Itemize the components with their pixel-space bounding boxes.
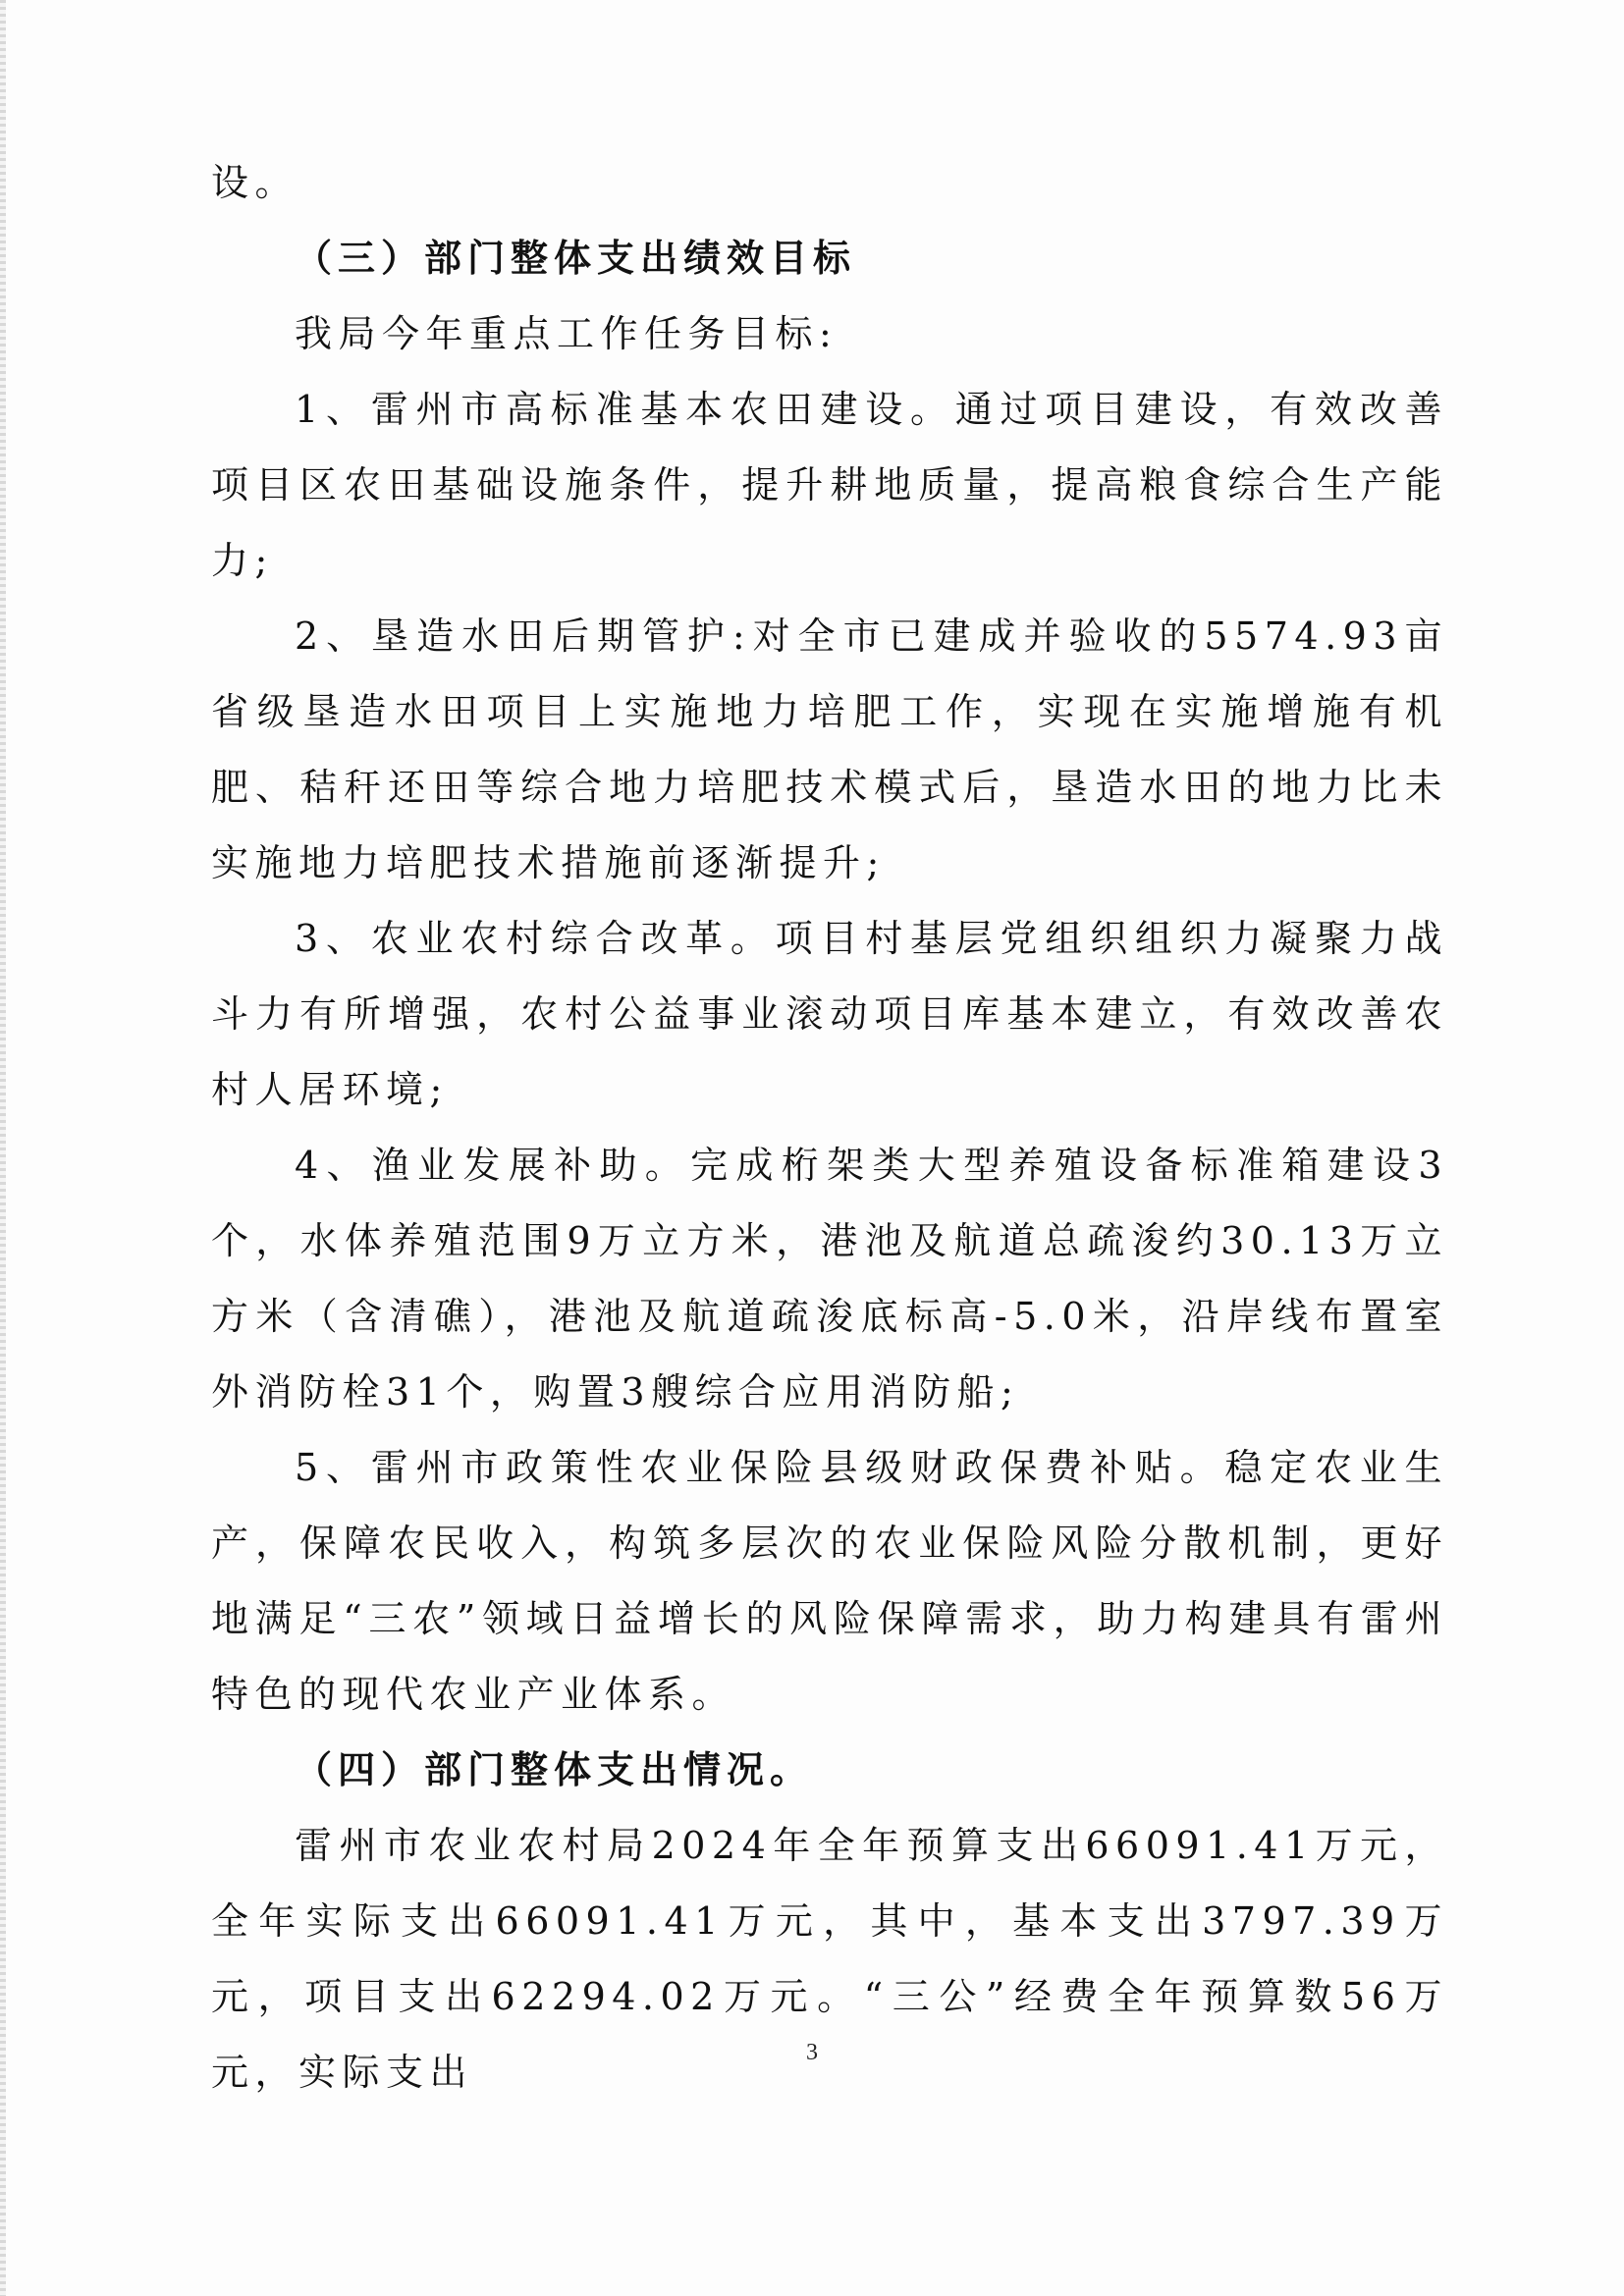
document-body <box>211 145 1448 2110</box>
goal-item-1: 1、雷州市高标准基本农田建设。通过项目建设，有效改善项目区农田基础设施条件，提升耕地质量，提高粮食综合生产能力; <box>211 388 1448 582</box>
goal-item-2: 2、垦造水田后期管护:对全市已建成并验收的5574.93亩省级垦造水田项目上实施地力培肥工作，实现在实施增施有机肥、秸秆还田等综合地力培肥技术模式后，垦造水田的地力比未实施地力培肥技术措施前逐渐提升; <box>211 614 1448 884</box>
page-number: 3 <box>806 2040 818 2065</box>
continuation-text: 设。 <box>211 161 299 204</box>
section-heading-3: （三）部门整体支出绩效目标 <box>295 237 857 280</box>
expenditure-paragraph: 雷州市农业农村局2024年全年预算支出66091.41万元，全年实际支出66091.41万元，其中，基本支出3797.39万元，项目支出62294.02万元。“三公”经费全年预算数56万元，实际支出 <box>211 1824 1448 2094</box>
goal-item-5: 5、雷州市政策性农业保险县级财政保费补贴。稳定农业生产，保障农民收入，构筑多层次的农业保险风险分散机制，更好地满足“三农”领域日益增长的风险保障需求，助力构建具有雷州特色的现代农业产业体系。 <box>211 1446 1448 1716</box>
goal-item-4: 4、渔业发展补助。完成桁架类大型养殖设备标准箱建设3个，水体养殖范围9万立方米，港池及航道总疏浚约30.13万立方米（含清礁），港池及航道疏浚底标高-5.0米，沿岸线布置室外消防栓31个，购置3艘综合应用消防船; <box>211 1144 1448 1414</box>
scan-edge-decoration <box>0 0 6 2296</box>
section-intro: 我局今年重点工作任务目标: <box>295 312 839 355</box>
section-heading-4: （四）部门整体支出情况。 <box>295 1748 814 1791</box>
goal-item-3: 3、农业农村综合改革。项目村基层党组织组织力凝聚力战斗力有所增强，农村公益事业滚动项目库基本建立，有效改善农村人居环境; <box>211 917 1448 1111</box>
